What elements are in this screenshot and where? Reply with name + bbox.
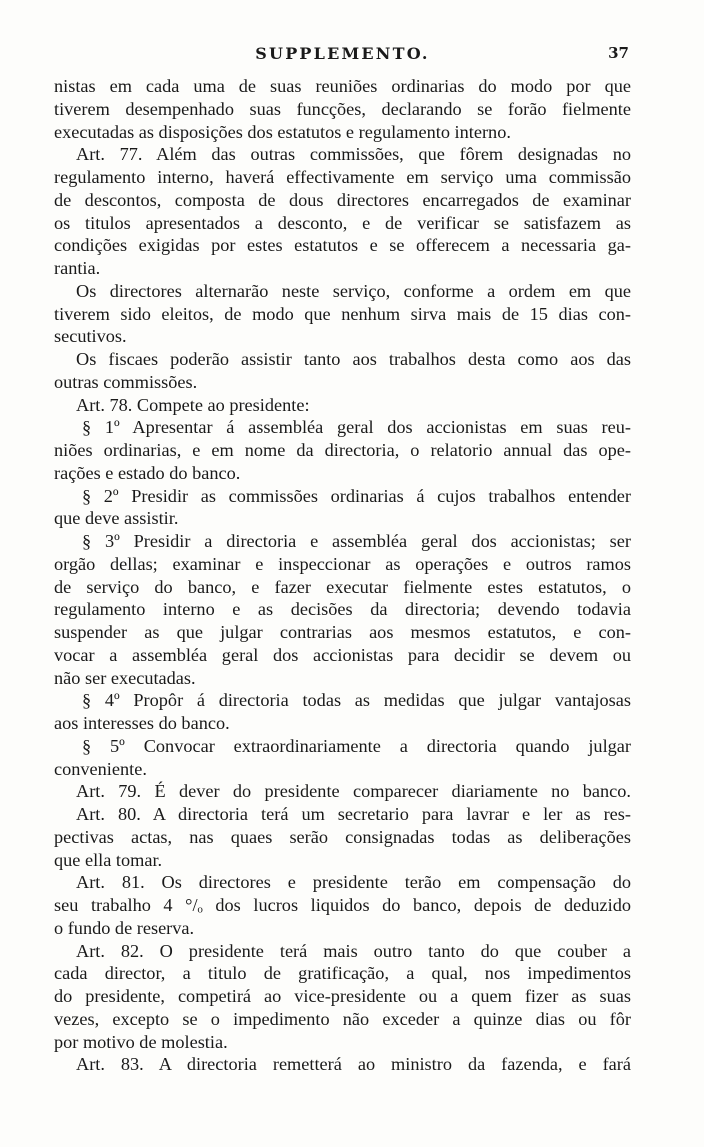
- body-text: [54, 75, 631, 1076]
- text-line: de descontos, composta de dous directores encarregados de examinar: [54, 189, 631, 210]
- text-line: Art. 80. A directoria terá um secretario para lavrar e ler as res-: [76, 804, 631, 824]
- text-line: pectivas actas, nas quaes serão consignadas todas as deliberações: [54, 826, 631, 847]
- text-line: tiverem sido eleitos, de modo que nenhum sirva mais de 15 dias con-: [54, 303, 631, 324]
- text-line: Art. 78. Compete ao presidente:: [76, 394, 310, 415]
- page-number: 37: [608, 44, 629, 62]
- text-line: regulamento interno e as decisões da directoria; devendo todavia: [54, 599, 631, 620]
- text-line: executadas as disposições dos estatutos e regulamento interno.: [54, 121, 511, 142]
- text-line: rantia.: [54, 258, 101, 278]
- text-line: cada director, a titulo de gratificação, a qual, nos impedimentos: [54, 963, 631, 984]
- text-line: por motivo de molestia.: [54, 1031, 228, 1052]
- text-line: vocar a assembléa geral dos accionistas para decidir se devem ou: [54, 644, 631, 665]
- text-line: condições exigidas por estes estatutos e se offerecem a necessaria ga-: [54, 235, 631, 256]
- text-line: que ella tomar.: [54, 849, 163, 870]
- text-line: de serviço do banco, e fazer executar fielmente estes estatutos, o: [54, 576, 631, 597]
- page-header: [54, 44, 631, 68]
- text-line: § 4º Propôr á directoria todas as medidas que julgar vantajosas: [82, 690, 631, 711]
- text-line: Art. 79. É dever do presidente comparecer diariamente no banco.: [76, 781, 631, 802]
- text-line: § 1º Apresentar á assembléa geral dos accionistas em suas reu-: [82, 417, 631, 438]
- text-line: Os fiscaes poderão assistir tanto aos trabalhos desta como aos das: [76, 349, 631, 369]
- text-line: orgão dellas; examinar e inspeccionar as operações e outros ramos: [54, 553, 631, 574]
- text-line: tiverem desempenhado suas funcções, declarando se forão fielmente: [54, 98, 631, 119]
- text-line: conveniente.: [54, 758, 147, 779]
- text-line: do presidente, competirá ao vice-presidente ou a quem fizer as suas: [54, 986, 631, 1006]
- text-line: Os directores alternarão neste serviço, conforme a ordem em que: [76, 280, 631, 301]
- text-line: nistas em cada uma de suas reuniões ordinarias do modo por que: [54, 76, 631, 96]
- text-line: os titulos apresentados a desconto, e de verificar se satisfazem as: [54, 212, 631, 233]
- text-line: secutivos.: [54, 326, 127, 347]
- text-line: não ser executadas.: [54, 667, 196, 688]
- text-line: outras commissões.: [54, 371, 198, 392]
- text-line: regulamento interno, haverá effectivamente em serviço uma commissão: [54, 167, 631, 187]
- text-line: suspender as que julgar contrarias aos mesmos estatutos, e con-: [54, 622, 631, 642]
- text-line: Art. 83. A directoria remetterá ao ministro da fazenda, e fará: [76, 1054, 631, 1075]
- text-line: § 5º Convocar extraordinariamente a directoria quando julgar: [82, 735, 631, 756]
- text-line: o fundo de reserva.: [54, 917, 195, 938]
- text-line: Art. 81. Os directores e presidente terão em compensação do: [76, 872, 631, 893]
- text-line: que deve assistir.: [54, 508, 179, 529]
- text-line: aos interesses do banco.: [54, 713, 230, 733]
- text-line: § 3º Presidir a directoria e assembléa geral dos accionistas; ser: [82, 531, 631, 551]
- text-line: rações e estado do banco.: [54, 462, 241, 483]
- text-line: Art. 82. O presidente terá mais outro tanto do que couber a: [76, 940, 631, 961]
- text-line: § 2º Presidir as commissões ordinarias á cujos trabalhos entender: [82, 485, 631, 506]
- running-title: SUPPLEMENTO.: [255, 44, 430, 63]
- text-line: vezes, excepto se o impedimento não exceder a quinze dias ou fôr: [54, 1008, 631, 1029]
- text-line: seu trabalho 4 °/ₒ dos lucros liquidos do banco, depois de deduzido: [54, 895, 631, 915]
- text-line: Art. 77. Além das outras commissões, que fôrem designadas no: [76, 144, 631, 165]
- text-line: niões ordinarias, e em nome da directoria, o relatorio annual das ope-: [54, 440, 631, 460]
